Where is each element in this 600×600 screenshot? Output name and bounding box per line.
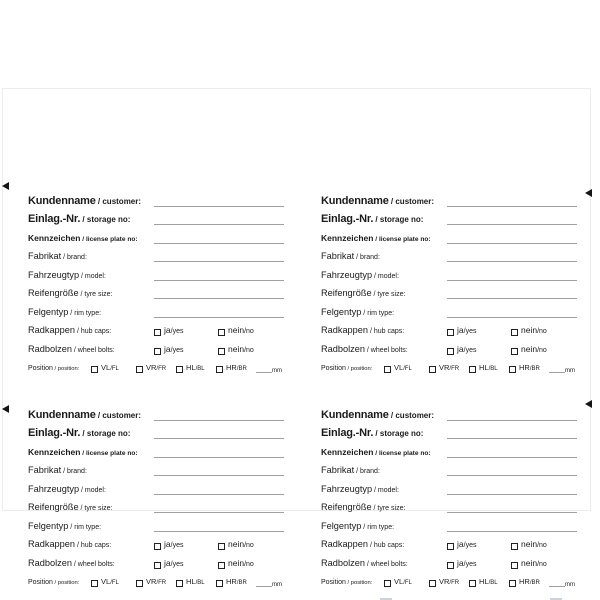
option-label-vr: VR/FR <box>146 577 167 586</box>
option-nein-radkappen <box>218 321 254 337</box>
option-nein-radbolzen <box>511 554 547 570</box>
registration-mark-left-top-icon <box>2 182 9 190</box>
form-row-position <box>28 358 284 377</box>
option-label-vr: VR/FR <box>146 363 167 372</box>
form-row-fabrikat <box>28 247 284 266</box>
form-row-reifengroesse <box>321 284 577 303</box>
checkbox-vr[interactable] <box>136 580 143 587</box>
field-label-einlag-nr: Einlag.-Nr. / storage no: <box>321 213 424 225</box>
option-label-hr: HR/BR <box>519 363 540 372</box>
write-in-line-kennzeichen[interactable] <box>447 243 577 244</box>
option-hr <box>216 358 256 374</box>
form-row-einlag-nr <box>321 210 577 229</box>
field-label-fahrzeugtyp: Fahrzeugtyp / model: <box>321 269 399 280</box>
option-label-hl: HL/BL <box>479 577 498 586</box>
field-label-reifengroesse: Reifengröße / tyre size: <box>28 502 113 512</box>
form-row-radkappen <box>321 321 577 340</box>
form-row-radkappen <box>28 321 284 340</box>
write-in-line-fabrikat[interactable] <box>154 261 284 262</box>
checkbox-hl[interactable] <box>176 580 183 587</box>
form-row-radkappen <box>28 535 284 554</box>
checkbox-ja-radkappen[interactable] <box>447 329 454 336</box>
form-row-radkappen <box>321 535 577 554</box>
write-in-line-kennzeichen[interactable] <box>154 457 284 458</box>
checkbox-nein-radbolzen[interactable] <box>511 562 518 569</box>
option-label-ja: ja/yes <box>164 557 184 568</box>
field-label-fahrzeugtyp: Fahrzeugtyp / model: <box>321 483 399 494</box>
checkbox-ja-radkappen[interactable] <box>154 543 161 550</box>
form-row-reifengroesse <box>28 284 284 303</box>
form-row-fahrzeugtyp <box>28 479 284 498</box>
field-label-fabrikat: Fabrikat / brand: <box>321 251 380 261</box>
write-in-line-einlag-nr[interactable] <box>154 438 284 439</box>
form-row-felgentyp <box>28 516 284 535</box>
option-nein-radkappen <box>511 321 547 337</box>
option-label-ja: ja/yes <box>457 343 477 354</box>
field-label-position: Position / position: <box>321 365 373 372</box>
option-ja-radkappen <box>154 535 218 551</box>
field-label-kennzeichen: Kennzeichen / license plate no: <box>28 232 138 243</box>
field-label-felgentyp: Felgentyp / rim type: <box>28 306 102 317</box>
option-ja-radbolzen <box>154 554 218 570</box>
option-nein-radbolzen <box>511 340 547 356</box>
form-row-fahrzeugtyp <box>28 265 284 284</box>
option-vr <box>136 358 176 374</box>
checkbox-nein-radbolzen[interactable] <box>218 348 225 355</box>
write-in-line-kundenname[interactable] <box>447 206 577 207</box>
option-label-nein: nein/no <box>228 557 254 568</box>
field-label-einlag-nr: Einlag.-Nr. / storage no: <box>321 427 424 439</box>
form-row-fahrzeugtyp <box>321 265 577 284</box>
option-vl <box>384 572 429 588</box>
field-label-fahrzeugtyp: Fahrzeugtyp / model: <box>28 483 106 494</box>
checkbox-vl[interactable] <box>91 366 98 373</box>
field-label-radbolzen: Radbolzen / wheel bolts: <box>321 343 408 354</box>
checkbox-hl[interactable] <box>176 366 183 373</box>
form-row-position <box>28 572 284 591</box>
option-hr <box>509 572 549 588</box>
form-row-kundenname <box>321 405 577 424</box>
form-row-kennzeichen <box>28 228 284 247</box>
checkbox-nein-radkappen[interactable] <box>511 543 518 550</box>
checkbox-hr[interactable] <box>509 366 516 373</box>
field-label-position: Position / position: <box>28 579 80 586</box>
write-in-line-fahrzeugtyp[interactable] <box>447 494 577 495</box>
option-label-ja: ja/yes <box>457 539 477 549</box>
form-row-radbolzen <box>28 553 284 572</box>
option-label-vl: VL/FL <box>101 577 119 586</box>
option-label-nein: nein/no <box>228 343 254 354</box>
option-label-hr: HR/BR <box>226 577 247 586</box>
field-label-fabrikat: Fabrikat / brand: <box>321 465 380 475</box>
field-label-radkappen: Radkappen / hub caps: <box>28 539 112 549</box>
option-label-vr: VR/FR <box>439 363 460 372</box>
field-label-einlag-nr: Einlag.-Nr. / storage no: <box>28 213 131 225</box>
mm-unit-label: mm <box>272 368 282 374</box>
write-in-line-felgentyp[interactable] <box>154 317 284 318</box>
field-label-radkappen: Radkappen / hub caps: <box>321 325 405 335</box>
checkbox-hl[interactable] <box>469 580 476 587</box>
checkbox-nein-radbolzen[interactable] <box>218 562 225 569</box>
write-in-mm[interactable] <box>549 586 565 587</box>
checkbox-ja-radkappen[interactable] <box>154 329 161 336</box>
form-sheet <box>2 88 591 588</box>
checkbox-hl[interactable] <box>469 366 476 373</box>
mm-unit-label: mm <box>565 582 575 588</box>
option-label-ja: ja/yes <box>457 325 477 335</box>
write-in-line-einlag-nr[interactable] <box>447 224 577 225</box>
option-nein-radbolzen <box>218 340 254 356</box>
checkbox-hr[interactable] <box>509 580 516 587</box>
form-row-reifengroesse <box>321 498 577 517</box>
form-row-einlag-nr <box>321 424 577 443</box>
form-row-fabrikat <box>321 461 577 480</box>
write-in-line-einlag-nr[interactable] <box>447 438 577 439</box>
checkbox-vr[interactable] <box>429 580 436 587</box>
checkbox-vl[interactable] <box>384 580 391 587</box>
form-row-kennzeichen <box>321 442 577 461</box>
registration-mark-left-bottom-icon <box>2 405 9 413</box>
checkbox-ja-radbolzen[interactable] <box>154 348 161 355</box>
option-nein-radkappen <box>511 535 547 551</box>
form-row-kundenname <box>28 191 284 210</box>
tire-storage-form-top-left <box>28 191 284 377</box>
option-hl <box>469 358 509 374</box>
form-row-kundenname <box>28 405 284 424</box>
form-row-felgentyp <box>321 302 577 321</box>
write-in-line-fahrzeugtyp[interactable] <box>447 280 577 281</box>
write-in-line-kennzeichen[interactable] <box>154 243 284 244</box>
write-in-line-fahrzeugtyp[interactable] <box>154 494 284 495</box>
field-label-radbolzen: Radbolzen / wheel bolts: <box>28 343 115 354</box>
form-row-position <box>321 572 577 591</box>
option-label-hl: HL/BL <box>186 577 205 586</box>
option-ja-radkappen <box>154 321 218 337</box>
option-hl <box>176 358 216 374</box>
checkbox-ja-radbolzen[interactable] <box>447 562 454 569</box>
field-label-radkappen: Radkappen / hub caps: <box>321 539 405 549</box>
checkbox-nein-radkappen[interactable] <box>218 329 225 336</box>
option-hl <box>469 572 509 588</box>
write-in-line-kundenname[interactable] <box>447 420 577 421</box>
field-label-kundenname: Kundenname / customer: <box>28 408 142 421</box>
tire-storage-form-bottom-left <box>28 405 284 591</box>
option-hr <box>509 358 549 374</box>
field-label-radbolzen: Radbolzen / wheel bolts: <box>321 557 408 568</box>
option-vr <box>429 358 469 374</box>
write-in-line-felgentyp[interactable] <box>154 531 284 532</box>
option-label-vl: VL/FL <box>101 363 119 372</box>
field-label-kundenname: Kundenname / customer: <box>321 194 435 207</box>
field-label-kundenname: Kundenname / customer: <box>28 194 142 207</box>
write-in-line-einlag-nr[interactable] <box>154 224 284 225</box>
mm-unit-label: mm <box>565 368 575 374</box>
write-in-mm[interactable] <box>256 586 272 587</box>
write-in-line-felgentyp[interactable] <box>447 317 577 318</box>
option-hl <box>176 572 216 588</box>
option-label-vl: VL/FL <box>394 577 412 586</box>
option-hr <box>216 572 256 588</box>
option-label-ja: ja/yes <box>457 557 477 568</box>
field-label-reifengroesse: Reifengröße / tyre size: <box>28 288 113 298</box>
option-label-hl: HL/BL <box>186 363 205 372</box>
write-in-line-kundenname[interactable] <box>154 206 284 207</box>
field-label-radkappen: Radkappen / hub caps: <box>28 325 112 335</box>
mm-unit-label: mm <box>272 582 282 588</box>
registration-mark-right-bottom-icon <box>585 400 592 408</box>
write-in-line-reifengroesse[interactable] <box>447 298 577 299</box>
checkbox-nein-radkappen[interactable] <box>218 543 225 550</box>
field-label-felgentyp: Felgentyp / rim type: <box>321 306 395 317</box>
option-nein-radkappen <box>218 535 254 551</box>
write-in-line-fabrikat[interactable] <box>154 475 284 476</box>
field-label-position: Position / position: <box>28 365 80 372</box>
option-label-ja: ja/yes <box>164 343 184 354</box>
write-in-line-reifengroesse[interactable] <box>447 512 577 513</box>
checkbox-vr[interactable] <box>136 366 143 373</box>
field-label-kundenname: Kundenname / customer: <box>321 408 435 421</box>
field-label-reifengroesse: Reifengröße / tyre size: <box>321 502 406 512</box>
option-ja-radbolzen <box>447 554 511 570</box>
tire-storage-form-bottom-right <box>321 405 577 591</box>
checkbox-hr[interactable] <box>216 580 223 587</box>
option-vl <box>384 358 429 374</box>
option-label-nein: nein/no <box>521 557 547 568</box>
form-row-fahrzeugtyp <box>321 479 577 498</box>
form-row-reifengroesse <box>28 498 284 517</box>
option-vl <box>91 358 136 374</box>
tire-storage-form-top-right <box>321 191 577 377</box>
option-label-nein: nein/no <box>521 343 547 354</box>
write-in-line-kundenname[interactable] <box>154 420 284 421</box>
checkbox-ja-radbolzen[interactable] <box>154 562 161 569</box>
option-label-vr: VR/FR <box>439 577 460 586</box>
field-label-felgentyp: Felgentyp / rim type: <box>321 520 395 531</box>
field-label-einlag-nr: Einlag.-Nr. / storage no: <box>28 427 131 439</box>
write-in-line-reifengroesse[interactable] <box>154 298 284 299</box>
field-label-kennzeichen: Kennzeichen / license plate no: <box>28 446 138 457</box>
form-row-kennzeichen <box>28 442 284 461</box>
form-row-radbolzen <box>321 339 577 358</box>
checkbox-vl[interactable] <box>91 580 98 587</box>
field-label-reifengroesse: Reifengröße / tyre size: <box>321 288 406 298</box>
option-label-ja: ja/yes <box>164 539 184 549</box>
option-label-hl: HL/BL <box>479 363 498 372</box>
field-label-position: Position / position: <box>321 579 373 586</box>
option-vr <box>429 572 469 588</box>
option-nein-radbolzen <box>218 554 254 570</box>
form-row-kennzeichen <box>321 228 577 247</box>
option-label-hr: HR/BR <box>519 577 540 586</box>
checkbox-ja-radkappen[interactable] <box>447 543 454 550</box>
form-row-einlag-nr <box>28 424 284 443</box>
form-row-radbolzen <box>321 553 577 572</box>
form-row-radbolzen <box>28 339 284 358</box>
form-row-einlag-nr <box>28 210 284 229</box>
option-label-nein: nein/no <box>228 325 254 335</box>
checkbox-nein-radbolzen[interactable] <box>511 348 518 355</box>
form-row-kundenname <box>321 191 577 210</box>
option-label-vl: VL/FL <box>394 363 412 372</box>
form-row-fabrikat <box>28 461 284 480</box>
write-in-line-reifengroesse[interactable] <box>154 512 284 513</box>
field-label-fabrikat: Fabrikat / brand: <box>28 251 87 261</box>
option-label-nein: nein/no <box>521 325 547 335</box>
write-in-line-kennzeichen[interactable] <box>447 457 577 458</box>
registration-mark-right-top-icon <box>585 189 592 197</box>
option-ja-radkappen <box>447 321 511 337</box>
option-ja-radbolzen <box>447 340 511 356</box>
form-row-fabrikat <box>321 247 577 266</box>
form-row-felgentyp <box>28 302 284 321</box>
form-row-felgentyp <box>321 516 577 535</box>
checkbox-vl[interactable] <box>384 366 391 373</box>
write-in-line-fahrzeugtyp[interactable] <box>154 280 284 281</box>
field-label-fahrzeugtyp: Fahrzeugtyp / model: <box>28 269 106 280</box>
field-label-kennzeichen: Kennzeichen / license plate no: <box>321 446 431 457</box>
checkbox-nein-radkappen[interactable] <box>511 329 518 336</box>
option-ja-radkappen <box>447 535 511 551</box>
checkbox-hr[interactable] <box>216 366 223 373</box>
field-label-felgentyp: Felgentyp / rim type: <box>28 520 102 531</box>
option-ja-radbolzen <box>154 340 218 356</box>
write-in-line-felgentyp[interactable] <box>447 531 577 532</box>
write-in-mm[interactable] <box>549 372 565 373</box>
checkbox-vr[interactable] <box>429 366 436 373</box>
form-row-position <box>321 358 577 377</box>
option-label-nein: nein/no <box>228 539 254 549</box>
write-in-line-fabrikat[interactable] <box>447 261 577 262</box>
option-vr <box>136 572 176 588</box>
option-label-ja: ja/yes <box>164 325 184 335</box>
write-in-mm[interactable] <box>256 372 272 373</box>
option-vl <box>91 572 136 588</box>
checkbox-ja-radbolzen[interactable] <box>447 348 454 355</box>
option-label-hr: HR/BR <box>226 363 247 372</box>
write-in-line-fabrikat[interactable] <box>447 475 577 476</box>
field-label-kennzeichen: Kennzeichen / license plate no: <box>321 232 431 243</box>
field-label-fabrikat: Fabrikat / brand: <box>28 465 87 475</box>
option-label-nein: nein/no <box>521 539 547 549</box>
field-label-radbolzen: Radbolzen / wheel bolts: <box>28 557 115 568</box>
